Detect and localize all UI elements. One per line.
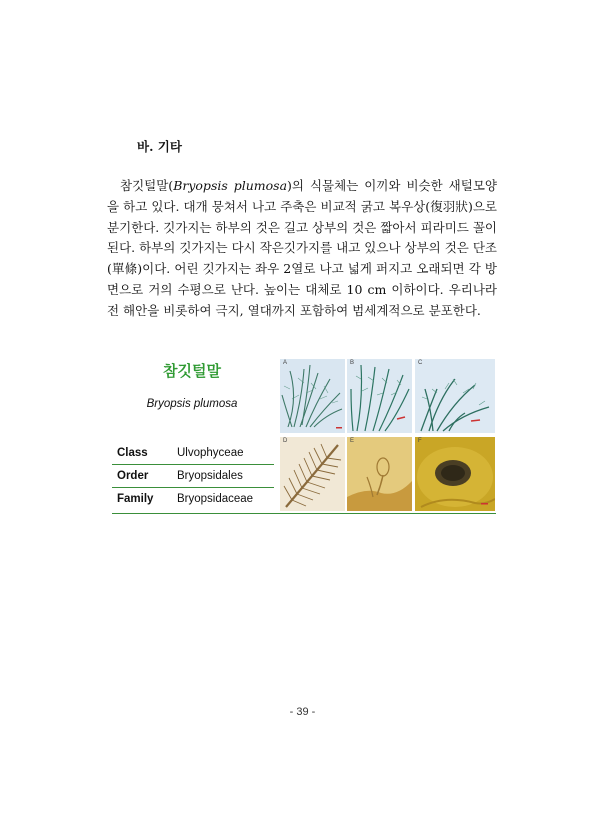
taxonomy-row-family [112, 488, 274, 511]
section-heading: 바. 기타 [137, 139, 182, 154]
page-number: - 39 - [289, 706, 316, 718]
specimen-photo-grid [280, 359, 495, 511]
taxonomy-row-order [112, 465, 274, 488]
photo-b [347, 359, 412, 433]
taxonomy-value: Ulvophyceae [163, 442, 274, 465]
taxonomy-value: Bryopsidaceae [177, 493, 254, 505]
photo-letter: F [418, 438, 422, 444]
species-scientific-name: Bryopsis plumosa [146, 398, 238, 410]
photo-letter: A [283, 360, 288, 366]
photo-c [415, 359, 495, 433]
body-paragraph [107, 176, 497, 322]
taxonomy-row-class [112, 442, 274, 465]
photo-letter: C [418, 360, 423, 366]
card-bottom-rule [112, 513, 496, 514]
taxonomy-rank: Family [117, 493, 154, 505]
photo-f [415, 437, 495, 511]
paragraph-rest: )의 식물체는 이끼와 비슷한 새털모양을 하고 있다. 대개 뭉쳐서 나고 주축은 비교적 굵고 복우상(復羽狀)으로 분기한다. 깃가지는 하부의 것은 길고 상부의 것은 짧아서 피라미드 꼴이 된다. 하부의 깃가지는 다시 작은깃가지를 내고 있으나 상부의 것은 단조(單條)이다. 어린 깃가지는 좌우 2열로 나고 넓게 퍼지고 오래되면 각 방면으로 거의 수평으로 난다. 높이는 대체로 10 cm 이하이다. 우리나라 전 해안을 비롯하여 극지, 열대까지 포함하여 범세계적으로 분포한다. [107, 178, 497, 318]
paragraph-lead: 참깃털말( [120, 178, 174, 193]
taxonomy-rank: Class [112, 442, 163, 465]
photo-letter: B [350, 360, 355, 366]
scientific-name-inline: Bryopsis plumosa [173, 178, 288, 193]
photo-e [347, 437, 412, 511]
species-korean-name: 참깃털말 [163, 362, 221, 380]
photo-a [280, 359, 345, 433]
photo-letter: D [283, 438, 288, 444]
photo-d [280, 437, 345, 511]
taxonomy-value: Bryopsidales [163, 465, 274, 488]
taxonomy-rank: Order [112, 465, 163, 488]
taxonomy-table [112, 442, 274, 510]
photo-letter: E [350, 438, 355, 444]
